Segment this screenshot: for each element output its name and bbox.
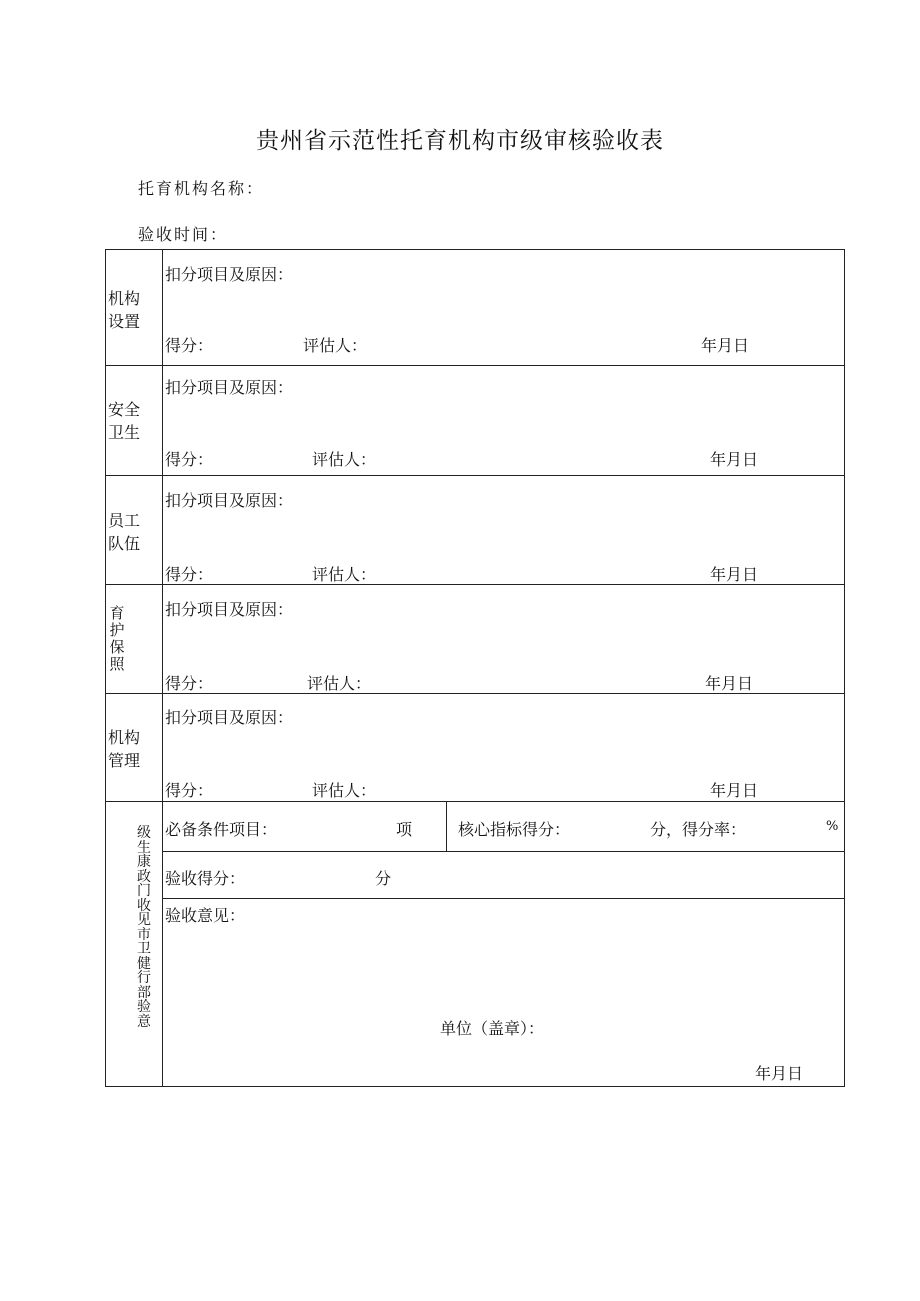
assessor-label: 评估人： xyxy=(312,565,377,584)
assessor-label: 评估人： xyxy=(312,781,377,800)
core-score-label: 核心指标得分： xyxy=(458,820,571,839)
assessor-label: 评估人： xyxy=(312,450,377,469)
section-label: 安全 卫生 xyxy=(108,400,141,442)
page-title: 贵州省示范性托育机构市级审核验收表 xyxy=(256,128,664,154)
assessor-label: 评估人： xyxy=(303,336,368,355)
required-items-label: 必备条件项目： xyxy=(165,820,278,839)
section-label: 育护保照 xyxy=(109,604,125,673)
section-label: 机构 管理 xyxy=(108,728,141,770)
score-label: 得分： xyxy=(165,336,214,355)
score-label: 得分： xyxy=(165,781,214,800)
score-rate-label: 分，得分率： xyxy=(650,820,747,839)
column-divider xyxy=(446,802,447,851)
row-divider xyxy=(106,801,844,802)
row-divider xyxy=(106,693,844,694)
points-unit: 分 xyxy=(375,869,392,888)
score-label: 得分： xyxy=(165,450,214,469)
percent-sign: % xyxy=(826,819,839,834)
acceptance-time-label: 验收时间： xyxy=(138,225,229,244)
score-label: 得分： xyxy=(165,565,214,584)
items-unit: 项 xyxy=(396,820,413,839)
score-label: 得分： xyxy=(165,674,214,693)
date-label: 年月日 xyxy=(755,1064,804,1083)
column-divider xyxy=(162,250,163,1086)
row-divider xyxy=(106,475,844,476)
section-label: 级生康政门收见市卫健行部验意 xyxy=(137,825,151,1030)
section-label: 员工 队伍 xyxy=(108,511,141,553)
date-label: 年月日 xyxy=(710,781,759,800)
unit-seal-label: 单位（盖章）： xyxy=(440,1019,545,1038)
assessor-label: 评估人： xyxy=(307,674,372,693)
deduction-label: 扣分项目及原因： xyxy=(165,708,294,727)
deduction-label: 扣分项目及原因： xyxy=(165,265,294,284)
institution-name-label: 托育机构名称： xyxy=(138,179,265,198)
acceptance-opinion-label: 验收意见： xyxy=(165,906,246,925)
row-divider xyxy=(106,365,844,366)
row-divider xyxy=(162,851,844,852)
deduction-label: 扣分项目及原因： xyxy=(165,600,294,619)
date-label: 年月日 xyxy=(701,336,750,355)
acceptance-table xyxy=(105,249,845,1087)
section-label: 机构 设置 xyxy=(108,289,141,331)
deduction-label: 扣分项目及原因： xyxy=(165,491,294,510)
acceptance-score-label: 验收得分： xyxy=(165,869,246,888)
row-divider xyxy=(106,584,844,585)
row-divider xyxy=(162,898,844,899)
date-label: 年月日 xyxy=(705,674,754,693)
date-label: 年月日 xyxy=(710,565,759,584)
deduction-label: 扣分项目及原因： xyxy=(165,378,294,397)
date-label: 年月日 xyxy=(710,450,759,469)
